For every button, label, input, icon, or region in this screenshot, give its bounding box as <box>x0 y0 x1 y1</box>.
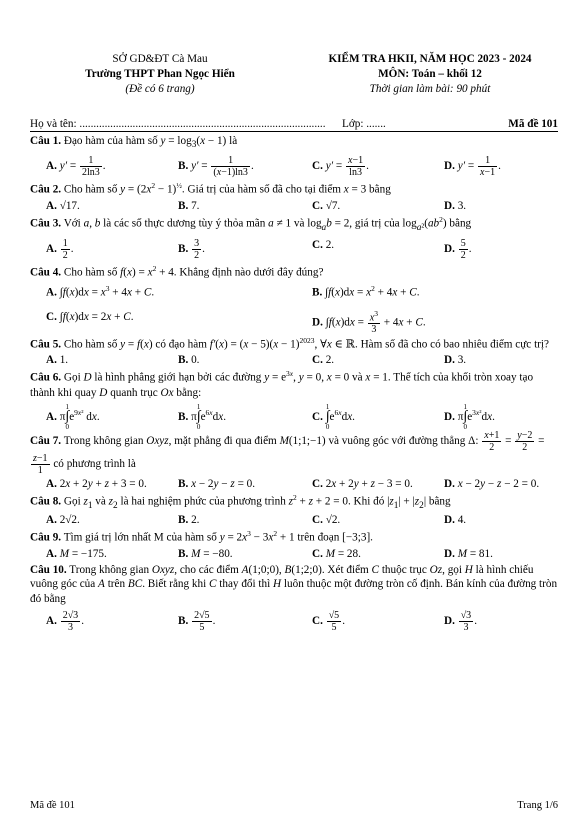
option-b[interactable]: B. x − 2y − z = 0. <box>178 478 256 491</box>
option-c[interactable]: C. M = 28. <box>312 547 361 560</box>
exam-title: KIỂM TRA HKII, NĂM HỌC 2023 - 2024 <box>328 53 532 65</box>
question-2: Câu 2. Cho hàm số $y = (2x^2 - 1)^{\frac{1}{2}}$. Giá trị của hàm số đã cho tại điểm x = 3 bằng A. √17. B. 7. C. √7. D. 3. <box>30 181 467 212</box>
option-a[interactable]: A. $\int f(x)dx = x^3 + 4x + C$. <box>46 284 155 299</box>
footer-exam-code: Mã đề 101 <box>30 800 75 811</box>
option-c[interactable]: C. 2x + 2y + z − 3 = 0. <box>312 478 413 491</box>
pages-note: (Đề có 6 trang) <box>125 83 195 95</box>
question-10: Câu 10. Trong không gian Oxyz, cho các điểm A(1;0;0), B(1;2;0). Xét điểm C thuộc trục Oz, gọi H là hình chiếu vuông góc của A trên BC. Biết rằng khi C thay đổi thì H luôn thuộc một đường tròn cố định. Bán kính của đường tròn đó bằng A. $\frac{2√3}{3}$ . B. $\frac{2√5}{5}$ . C. $\frac{√5}{5}$ . D. $\frac{√3}{3}$ . <box>30 563 558 634</box>
option-a[interactable]: A. $\frac{1}{2}$ . <box>46 237 74 261</box>
option-d[interactable]: D. 3. <box>444 199 467 212</box>
option-b[interactable]: B. y′ = $\frac{1}{(x-1)\ln 3}$ . <box>178 155 254 179</box>
school-name: Trường THPT Phan Ngọc Hiển <box>85 68 235 80</box>
option-d[interactable]: D. M = 81. <box>444 547 493 560</box>
option-b[interactable]: B. $\int f(x)dx = x^2 + 4x + C$. <box>312 284 420 299</box>
question-6: Câu 6. Gọi D là hình phẳng giới hạn bởi các đường $y = e^{3x}$, y = 0, x = 0 và x = 1. Thể tích của khối tròn xoay tạo thành khi quay D quanh trục Ox bằng: A. π 1 ∫ 0 $e^{9x^2}$ dx. B. π 1 ∫ 0 $e^{6x}dx$. C. 1 ∫ 0 $e^{6x}dx$. D. π 1 ∫ 0 $e^{3x^2}dx$. <box>30 369 534 431</box>
option-c[interactable]: C. ∫f(x)dx = 2x + C. <box>46 311 134 324</box>
option-c[interactable]: C. √7. <box>312 199 341 212</box>
option-a[interactable]: A. y′ = $\frac{1}{2\ln 3}$ . <box>46 155 106 179</box>
option-d[interactable]: D. ∫f(x)dx = $\frac{x^3}{3}$ + 4x + C. <box>312 309 426 336</box>
dept-name: SỞ GD&ĐT Cà Mau <box>112 53 208 65</box>
question-3: Câu 3. Với a, b là các số thực dương tùy ý thỏa mãn a ≠ 1 và $\log_ab = 2$, giá trị của $\log_{a^2}(ab^2)$ bằng A. $\frac{1}{2}$ . B. $\frac{3}{2}$ . C. 2. D. $\frac{5}{2}$ . <box>30 214 472 261</box>
option-c[interactable]: C. y′ = $\frac{x-1}{\ln 3}$ . <box>312 155 369 179</box>
option-d[interactable]: D. 4. <box>444 514 467 527</box>
option-c[interactable]: C. 2. <box>312 238 335 251</box>
option-a[interactable]: A. √17. <box>46 199 80 212</box>
option-b[interactable]: B. π 1 ∫ 0 $e^{6x}dx$. <box>178 403 226 431</box>
option-b[interactable]: B. 0. <box>178 354 200 367</box>
question-7: Câu 7. Trong không gian Oxyz, mặt phẳng đi qua điểm M(1;1;−1) và vuông góc với đường thẳng Δ: $\frac{x+1}{2}$ = $\frac{y-2}{2}$ = $\frac{z-1}{1}$ có phương trình là A. 2x + 2y + z + 3 = 0. B. x − 2y − z = 0. C. 2x + 2y + z − 3 = 0. D. x − 2y − z − 2 = 0. <box>30 430 545 491</box>
option-b[interactable]: B. M = −80. <box>178 547 233 560</box>
option-a[interactable]: A. 2x + 2y + z + 3 = 0. <box>46 478 147 491</box>
option-a[interactable]: A. M = −175. <box>46 547 107 560</box>
option-a[interactable]: A. $\frac{2√3}{3}$ . <box>46 610 84 634</box>
question-9: Câu 9. Tìm giá trị lớn nhất M của hàm số $y = 2x^3 - 3x^2 + 1$ trên đoạn [−3;3]. A. M = −175. B. M = −80. C. M = 28. D. M = 81. <box>30 529 493 560</box>
exam-header <box>0 52 588 102</box>
exam-code: Mã đề 101 <box>508 118 558 130</box>
option-b[interactable]: B. $\frac{2√5}{5}$ . <box>178 610 216 634</box>
name-field-label: Họ và tên: ........................................................................................ <box>30 118 326 130</box>
option-d[interactable]: D. 3. <box>444 354 467 367</box>
option-a[interactable]: A. 2√2. <box>46 514 80 527</box>
option-d[interactable]: D. $\frac{5}{2}$ . <box>444 237 472 261</box>
questions-list <box>30 134 558 636</box>
option-d[interactable]: D. π 1 ∫ 0 $e^{3x^2}dx$. <box>444 403 495 431</box>
question-label: Câu 1. <box>30 135 62 147</box>
question-8: Câu 8. Gọi $z_1$ và $z_2$ là hai nghiệm phức của phương trình $z^2 + z + 2 = 0$. Khi đó $|z_1| + |z_2|$ bằng A. 2√2. B. 2. C. √2. D. 4. <box>30 493 467 527</box>
page-footer <box>30 799 558 817</box>
option-b[interactable]: B. 2. <box>178 514 200 527</box>
option-a[interactable]: A. 1. <box>46 354 69 367</box>
subject: MÔN: Toán – khối 12 <box>378 68 482 80</box>
option-b[interactable]: B. $\frac{3}{2}$ . <box>178 237 205 261</box>
page-number: Trang 1/6 <box>517 800 558 811</box>
option-c[interactable]: C. √2. <box>312 514 341 527</box>
option-a[interactable]: A. π 1 ∫ 0 $e^{9x^2}$ dx. <box>46 403 100 431</box>
option-c[interactable]: C. 2. <box>312 354 335 367</box>
question-5: Câu 5. Cho hàm số y = f(x) có đạo hàm $f'(x) = (x - 5)(x - 1)^{2023}$, ∀x ∈ ℝ. Hàm số đã cho có bao nhiêu điểm cực trị? A. 1. B. 0. C. 2. D. 3. <box>30 336 549 367</box>
option-b[interactable]: B. 7. <box>178 199 200 212</box>
option-c[interactable]: C. $\frac{√5}{5}$ . <box>312 610 345 634</box>
question-4: Câu 4. Cho hàm số $f(x) = x^2 + 4$. Khẳng định nào dưới đây đúng? A. $\int f(x)dx = x^3 + 4x + C$. B. $\int f(x)dx = x^2 + 4x + C$. C. ∫f(x)dx = 2x + C. D. ∫f(x)dx = $\frac{x^3}{3}$ + 4x + C. <box>30 263 426 336</box>
question-1: Câu 1. Đạo hàm của hàm số $y = \log_3(x - 1)$ là A. y′ = $\frac{1}{2\ln 3}$ . B. y′ = $\frac{1}{(x-1)\ln 3}$ . C. y′ = $\frac{x-1}{\ln 3}$ . D. y′ = $\frac{1}{x-1}$ . <box>30 135 501 179</box>
option-d[interactable]: D. y′ = $\frac{1}{x-1}$ . <box>444 155 501 179</box>
option-d[interactable]: D. x − 2y − z − 2 = 0. <box>444 478 540 491</box>
class-field-label: Lớp: ....... <box>342 118 386 130</box>
duration: Thời gian làm bài: 90 phút <box>369 83 491 95</box>
header-divider <box>30 131 558 132</box>
option-d[interactable]: D. $\frac{√3}{3}$ . <box>444 610 477 634</box>
option-c[interactable]: C. 1 ∫ 0 $e^{6x}dx$. <box>312 403 355 431</box>
